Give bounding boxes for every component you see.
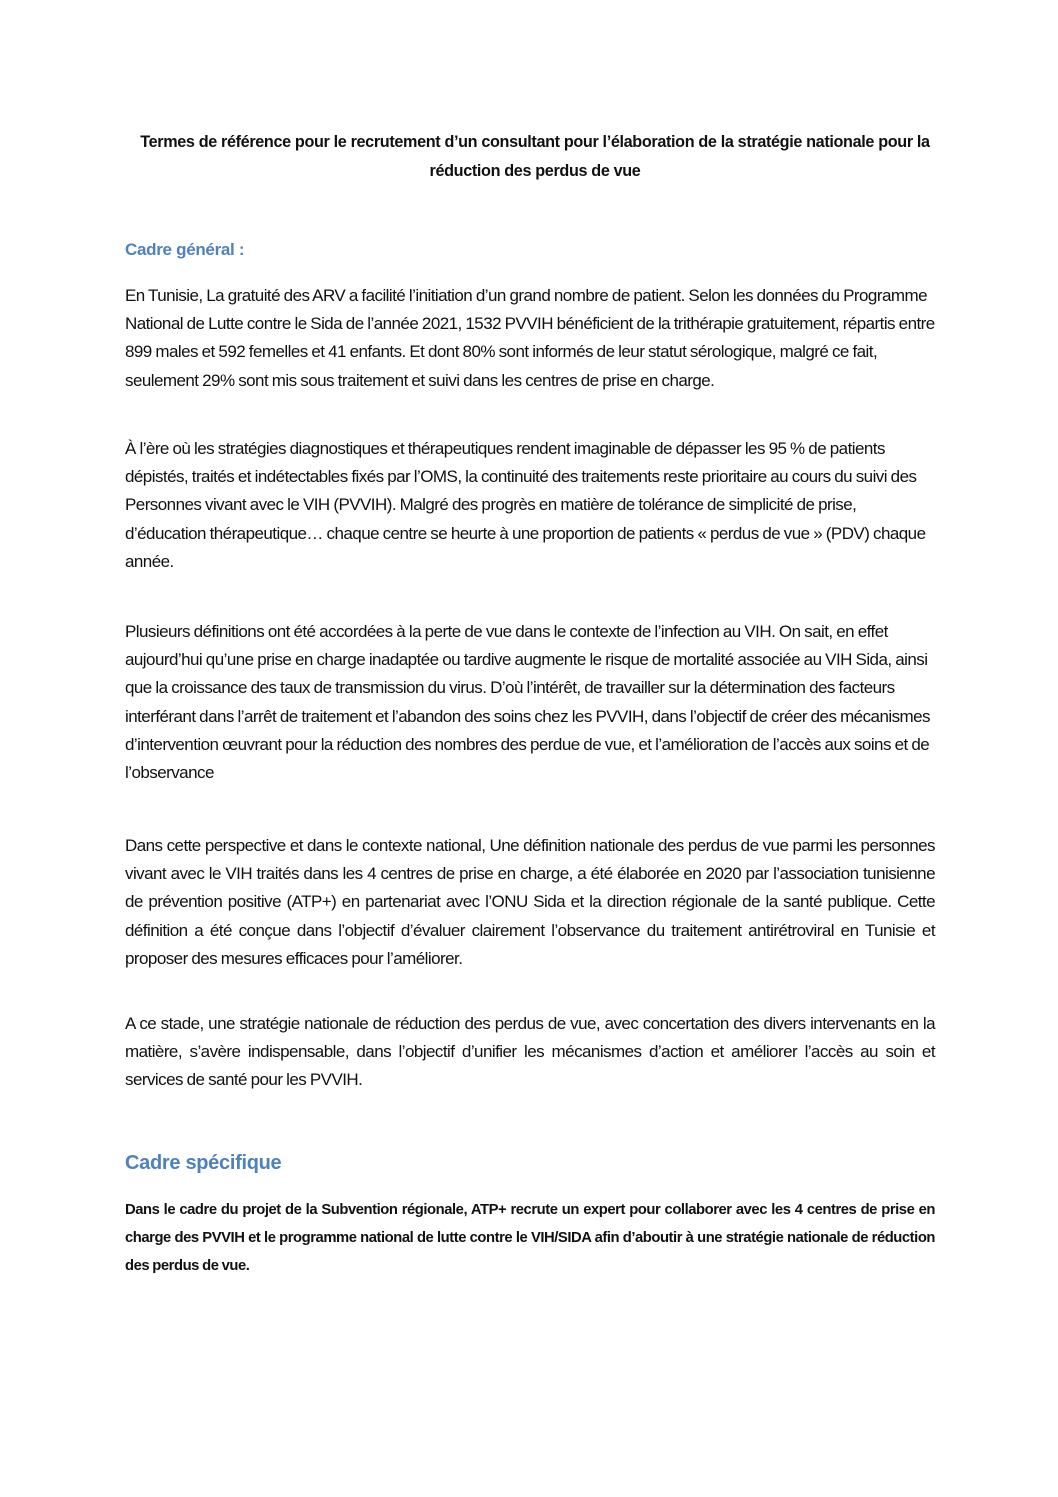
paragraph-treatment-continuity: À l’ère où les stratégies diagnostiques et thérapeutiques rendent imaginable de dépasser les 95 % de patients dépistés, traités et indétectables fixés par l’OMS, la continuité des traitements reste prioritaire au cours du suivi des Personnes vivant avec le VIH (PVVIH). Malgré des progrès en matière de tolérance de simplicité de prise, d’éducation thérapeutique… chaque centre se heurte à une proportion de patients « perdus de vue » (PDV) chaque année. bbox=[125, 439, 926, 571]
paragraph-definitions: Plusieurs définitions ont été accordées à la perte de vue dans le contexte de l’infection au VIH. On sait, en effet aujourd’hui qu’une prise en charge inadaptée ou tardive augmente le risque de mortalité associée au VIH Sida, ainsi que la croissance des taux de transmission du virus. D’où l’intérêt, de travailler sur la détermination des facteurs interférant dans l’arrêt de traitement et l’abandon des soins chez les PVVIH, dans l’objectif de créer des mécanismes d’intervention œuvrant pour la réduction des nombres des perdue de vue, et l’amélioration de l’accès aux soins et de l’observance bbox=[125, 622, 930, 783]
document-title: Termes de référence pour le recrutement d’un consultant pour l’élaboration de la stratégie nationale pour la réduction des perdus de vue bbox=[140, 133, 930, 180]
section-heading-cadre-specifique: Cadre spécifique bbox=[125, 1152, 282, 1174]
paragraph-national-strategy: A ce stade, une stratégie nationale de réduction des perdus de vue, avec concertation des divers intervenants en la matière, s’avère indispensable, dans l’objectif d’unifier les mécanismes d’action et améliorer l’accès au soin et services de santé pour les PVVIH. bbox=[125, 1014, 935, 1090]
section-heading-cadre-general: Cadre général : bbox=[125, 240, 245, 259]
paragraph-intro-statistics: En Tunisie, La gratuité des ARV a facilité l’initiation d’un grand nombre de patient. Selon les données du Programme National de Lutte contre le Sida de l’année 2021, 1532 PVVIH bénéficient de la trithérapie gratuitement, répartis entre 899 males et 592 femelles et 41 enfants. Et dont 80% sont informés de leur statut sérologique, malgré ce fait, seulement 29% sont mis sous traitement et suivi dans les centres de prise en charge. bbox=[125, 286, 935, 390]
paragraph-national-definition: Dans cette perspective et dans le contexte national, Une définition nationale des perdus de vue parmi les personnes vivant avec le VIH traités dans les 4 centres de prise en charge, a été élaborée en 2020 par l’association tunisienne de prévention positive (ATP+) en partenariat avec l’ONU Sida et la direction régionale de la santé publique. Cette définition a été conçue dans l’objectif d’évaluer clairement l’observance du traitement antirétroviral en Tunisie et proposer des mesures efficaces pour l’améliorer. bbox=[125, 836, 935, 968]
paragraph-specific-scope: Dans le cadre du projet de la Subvention régionale, ATP+ recrute un expert pour collaborer avec les 4 centres de prise en charge des PVVIH et le programme national de lutte contre le VIH/SIDA afin d’aboutir à une stratégie nationale de réduction des perdus de vue. bbox=[125, 1202, 935, 1275]
